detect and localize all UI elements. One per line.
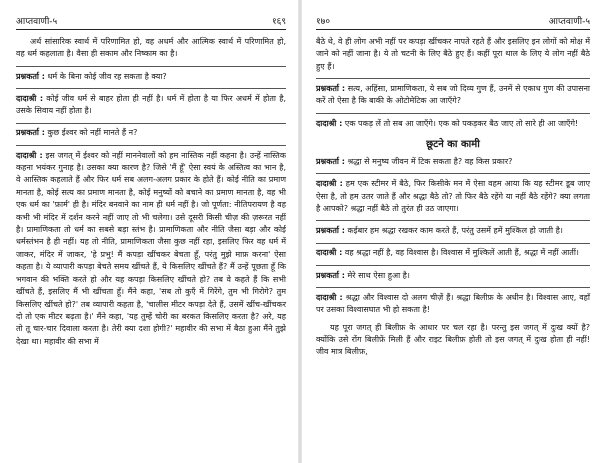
paragraph: अर्थ सांसारिक स्वार्थ में परिणामित हो, वह अधर्म और आत्मिक स्वार्थ में परिणामित हो, वह धर्म कहलाता है। वैसा ही सकाम और निष्काम का है।: [16, 37, 286, 59]
right-header-title: आप्तवाणी-५: [548, 16, 590, 27]
speaker-label: दादाश्री :: [16, 93, 44, 103]
section-heading: छूटने का कामी: [426, 139, 480, 151]
dialogue-divider: [16, 88, 286, 89]
answer-text: कोई जीव धर्म से बाहर होता ही नहीं है। धर्म में होता है या फिर अधर्म में होता है, उसके सिवाय नहीं होता है।: [16, 93, 286, 116]
left-header-title: आप्तवाणी-५: [16, 16, 58, 27]
question-text: मेरे साथ ऐसा हुआ है।: [344, 270, 410, 280]
right-page-number: १७०: [316, 16, 331, 27]
answer: [316, 247, 590, 259]
dialogue-divider: [316, 78, 590, 79]
speaker-label: दादाश्री :: [316, 292, 343, 302]
dialogue-divider: [316, 173, 590, 174]
dialogue-divider: [16, 123, 286, 124]
question: [16, 127, 286, 139]
speaker-label: प्रश्नकर्ता :: [16, 71, 45, 81]
question-text: धर्म के बिना कोई जीव रह सकता है क्या?: [44, 71, 167, 81]
question-text: सत्य, अहिंसा, प्रामाणिकता, ये सब जो दिव्य गुण हैं, उनमें से एकाध गुण की उपासना करें तो ऐसा है कि बाकी के ओटोमेटिक आ जाएँगे?: [316, 84, 591, 106]
left-header-rule: [16, 29, 286, 30]
speaker-label: दादाश्री :: [16, 150, 43, 160]
answer-text: इस जगत् में ईश्वर को नहीं माननेवालों को हम नास्तिक नहीं कहना है। उन्हें नास्तिक कहना भयंकर गुनाह है। उसका क्या कारण है? जिसे 'मैं हूँ' ऐसा स्वयं के अस्तित्व का भान है, वे आस्तिक कहलाते हैं और फिर धर्म सब अलग-अलग प्रकार के होते हैं। कोई नीति का प्रमाण मानता है, कोई सत्य का प्रमाण मानता है, कोई मनुष्यों को बचाने का प्रमाण मानता है, वह भी एक धर्म का 'फ़ार्म' ही है। मंदिर बनवाने का नाम ही धर्म नहीं है। जो पूर्णता: नीतिपरायण है वह कभी भी मंदिर में दर्शन करने नहीं जाए तो भी चलेगा। उसे दूसरी किसी चीज़ की ज़रूरत नहीं है। प्रामाणिकता तो धर्म का सबसे बड़ा स्तंभ है। प्रामाणिकता और नीति जैसा बड़ा और कोई धर्मस्तंभन है ही नहीं। यह तो नीति, प्रामाणिकता जैसा कुछ नहीं रहा, इसलिए फिर वह धर्म में जाकर, मंदिर में जाकर, 'हे प्रभु! मैं कपड़ा खींचकर बेचता हूँ, परंतु मुझे माफ़ करना' ऐसा कहता है। ये व्यापारी कपड़ा बेचते समय खींचते हैं, ये किसलिए खींचते हैं? मैं उन्हें पूछता हूँ कि भगवान की भक्ति करते हो और यह कपड़ा किसलिए खींचते हो? तब वे कहते हैं कि सभी खींचते हैं, इसलिए मैं भी खींचता हूँ। मैंने कहा, 'सब तो कुएँ में गिरेंगे, तुम भी गिरोगे? तुम किसलिए खींचते हो?' तब व्यापारी कहता है, 'चालीस मीटर कपड़ा देते हैं, उसमें खींच-खींचकर दो तो एक मीटर बढ़ता है।' मैंने कहा, 'यह तुम्हें चोरी का बरकत किसलिए करता है? अरे, यह तो तू चार-चार दिवाला करता है। तेरी क्या दशा होगी?' महावीर की सभा में बैठा हुआ मैंने तुझे देखा था। महावीर की सभा में: [16, 150, 286, 346]
speaker-label: प्रश्नकर्ता :: [16, 128, 45, 138]
question: [316, 225, 590, 237]
answer-text: वह श्रद्धा नहीं है, वह विश्वास है। विश्वास में मुश्किलें आती हैं, श्रद्धा में नहीं आतीं।: [342, 248, 579, 258]
answer-text: श्रद्धा और विश्वास दो अलग चीज़ें हैं। श्रद्धा बिलीफ़ के अधीन है। विश्वास आए, वहाँ पर उसका विश्वासघात भी हो सकता है!: [316, 292, 590, 315]
left-running-head: [16, 14, 286, 26]
answer: [316, 178, 590, 215]
question-text: श्रद्धा से मनुष्य जीवन में टिक सकता है? वह किस प्रकार?: [344, 157, 513, 167]
speaker-label: प्रश्नकर्ता :: [316, 84, 346, 94]
dialogue-divider: [316, 113, 590, 114]
right-running-head: [316, 14, 590, 26]
dialogue-divider: [316, 243, 590, 244]
question: [316, 156, 590, 168]
answer: [316, 118, 590, 130]
question: [16, 71, 286, 83]
dialogue-divider: [16, 145, 286, 146]
speaker-label: प्रश्नकर्ता :: [316, 270, 345, 280]
right-page: [304, 0, 600, 463]
dialogue-divider: [16, 66, 286, 67]
answer-text: एक पकड़ लें तो सब आ जाएँगे। एक को पकड़कर बैठ जाए तो सारे ही आ जाएँगे!: [342, 118, 579, 128]
paragraph: यह पूरा जगत् ही बिलीफ़ के आधार पर चल रहा है। परन्तु इस जगत् में दुःख क्यों है? क्योंकि उसे रोंग बिलीफ़ें मिली हैं और राइट बिलीफ़ होती तो इस जगत् में दुःख होता ही नहीं! जीव मात्र बिलीफ़,: [316, 322, 590, 357]
speaker-label: दादाश्री :: [316, 248, 343, 258]
answer-text: हम एक स्टीमर में बैठे, फिर किसीके मन में ऐसा वहम आया कि यह स्टीमर डूब जाए ऐसा है, तो हम उतर जाते हैं और श्रद्धा बैठे तो? तो फिर बैठे रहेंगे या नहीं बैठे रहेंगे? क्या लगता है आपको? श्रद्धा नहीं बैठे तो तुरंत ही उठ जाएगा।: [316, 179, 590, 214]
question: [316, 270, 590, 282]
answer: [316, 292, 590, 317]
question: [316, 83, 590, 108]
paragraph: बैठे थे, वे ही लोग अभी नहीं पर कपड़ा खींचकर नापते रहते हैं और इसलिए इन लोगों को मोक्ष में जाने को नहीं जाना है। ये तो चटनी के लिए बैठे हुए हैं। कहीं पूरा थाल के लिए ये लोग नहीं बैठे हुए हैं।: [316, 37, 590, 71]
question-text: कुछ ईश्वर को नहीं मानते हैं न?: [44, 128, 138, 138]
answer: [16, 93, 286, 118]
question-text: कईबार हम श्रद्धा रखकर काम करते हैं, परंतु उसमें हमें मुश्किल हो जाती है।: [344, 226, 563, 236]
dialogue-divider: [316, 220, 590, 221]
speaker-label: दादाश्री :: [316, 179, 343, 189]
dialogue-divider: [316, 287, 590, 288]
answer: [16, 150, 286, 349]
left-page: [0, 0, 296, 463]
left-page-number: १६९: [271, 16, 286, 27]
speaker-label: प्रश्नकर्ता :: [316, 226, 345, 236]
speaker-label: दादाश्री :: [316, 118, 343, 128]
right-page-body: [316, 36, 590, 359]
right-header-rule: [316, 29, 590, 30]
dialogue-divider: [316, 265, 590, 266]
left-page-body: [16, 36, 286, 348]
book-gutter: [298, 0, 302, 463]
speaker-label: प्रश्नकर्ता :: [316, 157, 345, 167]
